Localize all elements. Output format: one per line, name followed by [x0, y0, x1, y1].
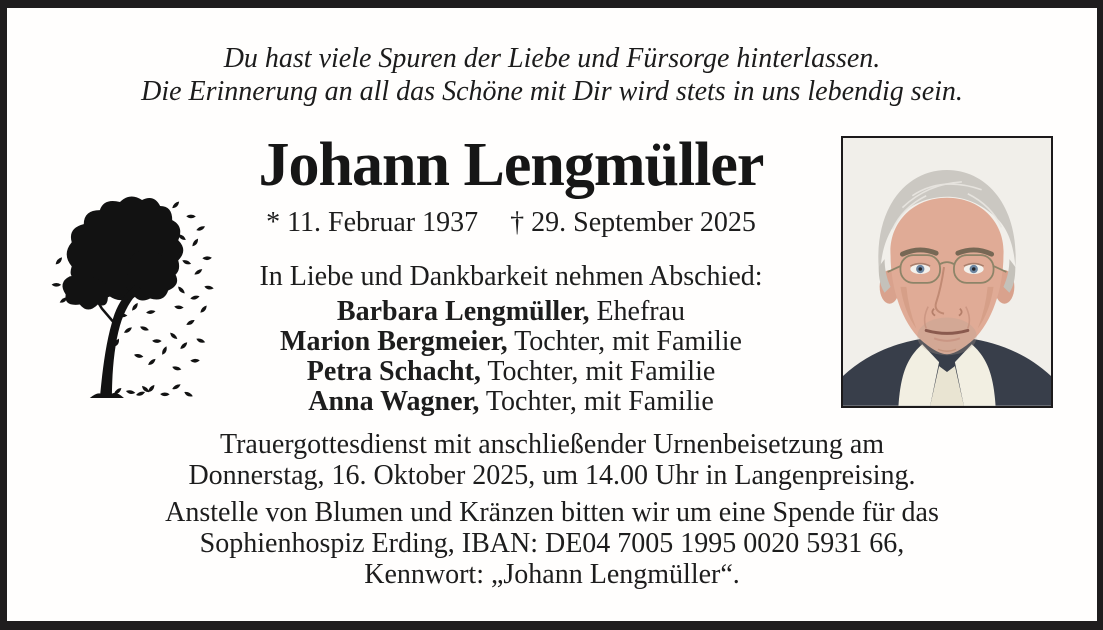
mourners-list: [7, 297, 1015, 417]
mourner-name: Anna Wagner,: [308, 386, 480, 417]
birth-date: * 11. Februar 1937: [266, 207, 479, 238]
death-date: † 29. September 2025: [510, 207, 756, 238]
mourner-row: [7, 387, 1015, 417]
service-line-1: Trauergottesdienst mit anschließender Urnenbeisetzung am: [219, 429, 885, 460]
donation-line-3: Kennwort: „Johann Lengmüller“.: [364, 559, 740, 590]
mourner-relation: Ehefrau: [589, 296, 686, 327]
epigraph-line-1: Du hast viele Spuren der Liebe und Fürsorge hinterlassen.: [223, 43, 881, 74]
mourner-relation: Tochter, mit Familie: [507, 326, 742, 357]
farewell-intro: In Liebe und Dankbarkeit nehmen Abschied:: [259, 261, 763, 292]
mourner-name: Petra Schacht,: [306, 356, 481, 387]
mourner-row: [7, 297, 1015, 327]
mourner-relation: Tochter, mit Familie: [479, 386, 714, 417]
mourner-relation: Tochter, mit Familie: [480, 356, 716, 387]
mourner-name: Barbara Lengmüller,: [336, 296, 590, 327]
deceased-block: [7, 130, 1015, 417]
mourner-name: Marion Bergmeier,: [280, 326, 508, 357]
donation-line-1: Anstelle von Blumen und Kränzen bitten wir um eine Spende für das: [165, 497, 939, 528]
donation-line-2: Sophienhospiz Erding, IBAN: DE04 7005 1995 0020 5931 66,: [199, 528, 905, 559]
service-line-2: Donnerstag, 16. Oktober 2025, um 14.00 Uhr in Langenpreising.: [188, 460, 916, 491]
mourner-row: [7, 357, 1015, 387]
service-announcement: [7, 429, 1097, 491]
epigraph: [7, 42, 1097, 108]
deceased-name: Johann Lengmüller: [258, 131, 764, 199]
donation-request: [7, 497, 1097, 590]
life-dates: [7, 207, 1015, 239]
mourner-row: [7, 327, 1015, 357]
epigraph-line-2: Die Erinnerung an all das Schöne mit Dir wird stets in uns lebendig sein.: [141, 76, 963, 107]
